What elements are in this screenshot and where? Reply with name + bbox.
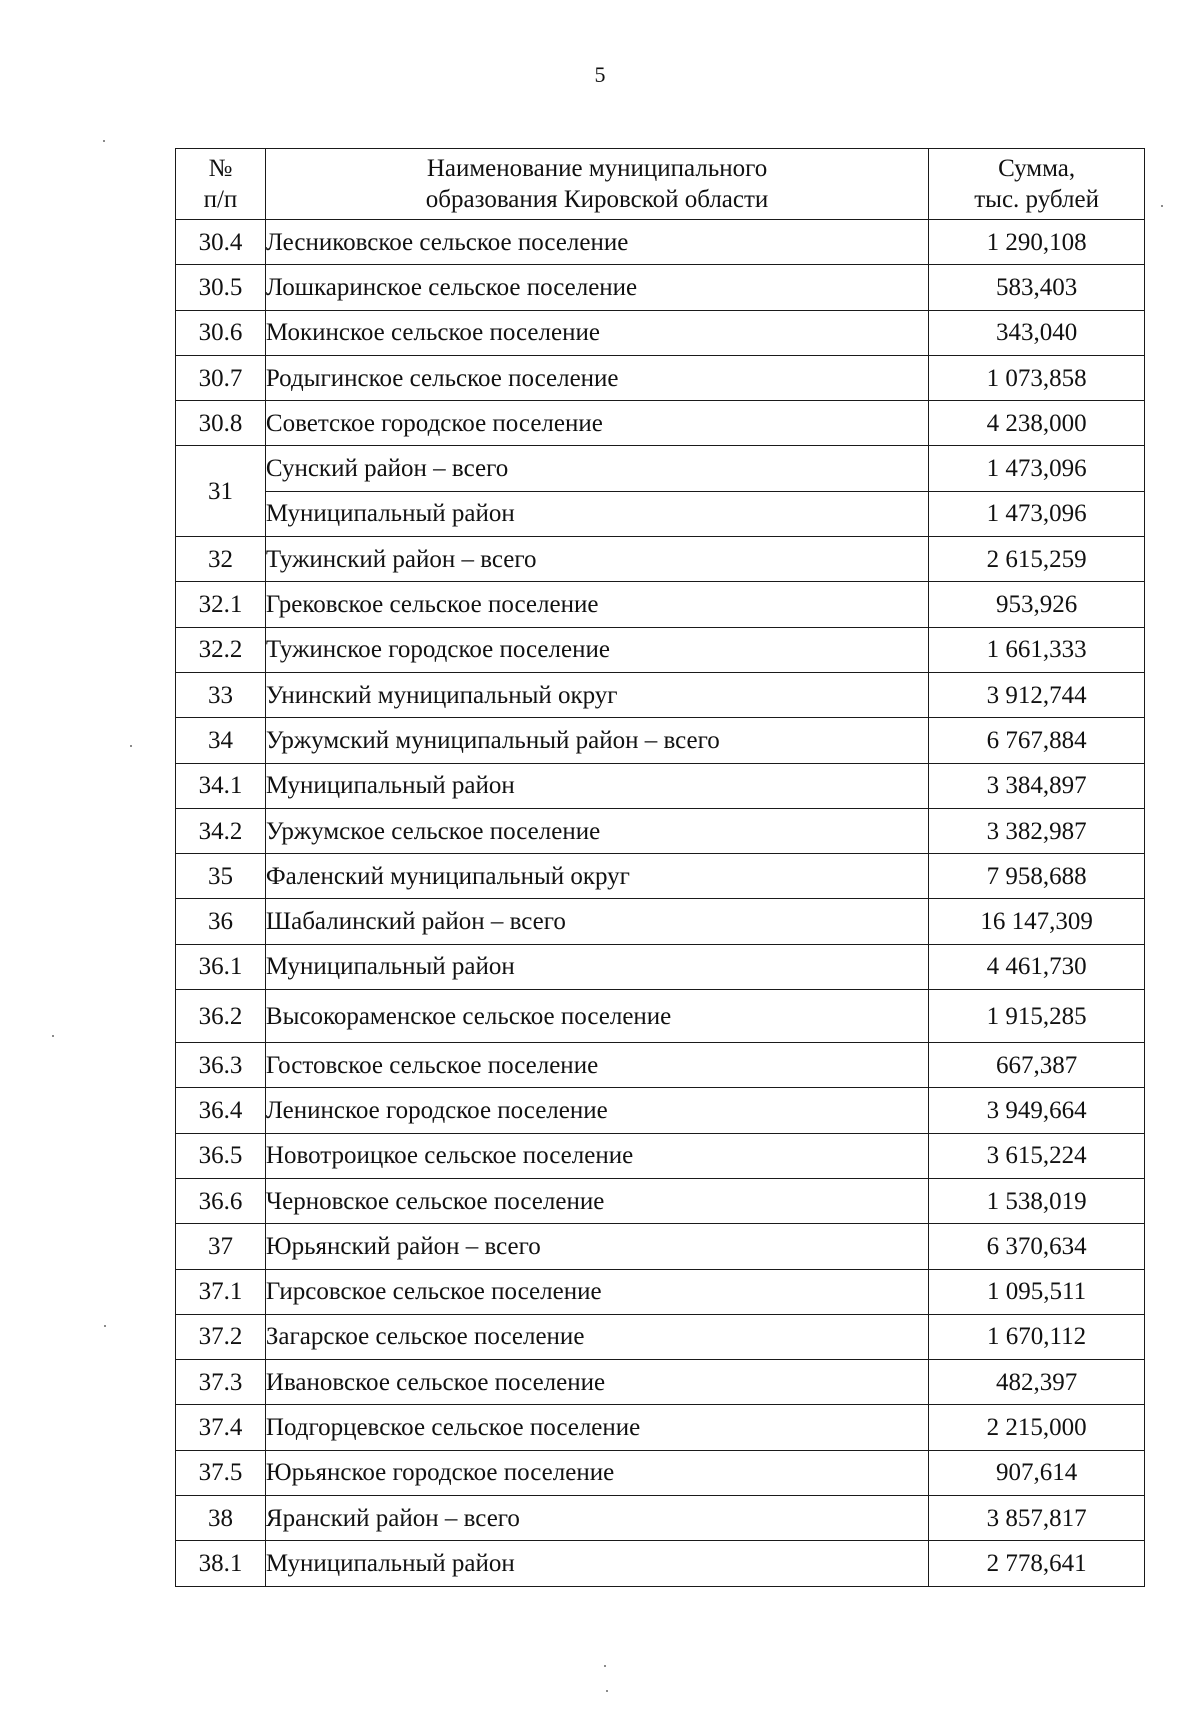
row-number: 30.8 — [176, 401, 266, 446]
row-number: 30.5 — [176, 265, 266, 310]
row-number: 37.1 — [176, 1269, 266, 1314]
row-sum: 1 670,112 — [929, 1314, 1145, 1359]
row-sum: 1 661,333 — [929, 627, 1145, 672]
row-sum: 2 215,000 — [929, 1405, 1145, 1450]
row-number: 30.4 — [176, 220, 266, 265]
row-name: Муниципальный район — [265, 763, 928, 808]
row-name: Грековское сельское поселение — [265, 582, 928, 627]
row-number: 37.3 — [176, 1360, 266, 1405]
row-sum: 16 147,309 — [929, 899, 1145, 944]
row-sum: 1 915,285 — [929, 990, 1145, 1043]
row-sum: 4 238,000 — [929, 401, 1145, 446]
table-row — [176, 672, 1145, 717]
table-header-row — [176, 149, 1145, 220]
table-row — [176, 990, 1145, 1043]
row-number: 37.4 — [176, 1405, 266, 1450]
row-name: Сунский район – всего — [265, 446, 928, 491]
row-sum: 1 290,108 — [929, 220, 1145, 265]
table-row — [176, 1360, 1145, 1405]
table-row — [176, 1133, 1145, 1178]
table-row — [176, 1450, 1145, 1495]
scan-speck — [104, 1325, 106, 1327]
scan-speck — [103, 140, 105, 142]
table-row — [176, 401, 1145, 446]
page-number: 5 — [594, 62, 606, 87]
row-name: Шабалинский район – всего — [265, 899, 928, 944]
row-sum: 2 615,259 — [929, 537, 1145, 582]
budget-table — [175, 148, 1145, 1587]
table-row — [176, 355, 1145, 400]
row-name: Ивановское сельское поселение — [265, 1360, 928, 1405]
row-name: Юрьянский район – всего — [265, 1224, 928, 1269]
scan-speck — [1161, 205, 1163, 207]
table-row — [176, 220, 1145, 265]
row-sum: 3 384,897 — [929, 763, 1145, 808]
scan-speck — [604, 1665, 606, 1667]
table-row — [176, 582, 1145, 627]
row-name: Фаленский муниципальный округ — [265, 854, 928, 899]
row-number: 35 — [176, 854, 266, 899]
row-sum: 3 615,224 — [929, 1133, 1145, 1178]
row-sum: 343,040 — [929, 310, 1145, 355]
row-name: Тужинское городское поселение — [265, 627, 928, 672]
row-name: Советское городское поселение — [265, 401, 928, 446]
row-sum: 3 912,744 — [929, 672, 1145, 717]
table-row — [176, 1496, 1145, 1541]
row-number: 33 — [176, 672, 266, 717]
row-name: Новотроицкое сельское поселение — [265, 1133, 928, 1178]
row-number: 38 — [176, 1496, 266, 1541]
table-row — [176, 808, 1145, 853]
table-row — [176, 1088, 1145, 1133]
row-number: 37 — [176, 1224, 266, 1269]
table-row — [176, 1224, 1145, 1269]
table-row — [176, 1314, 1145, 1359]
row-name: Уржумское сельское поселение — [265, 808, 928, 853]
row-sum: 6 370,634 — [929, 1224, 1145, 1269]
row-sum: 1 473,096 — [929, 491, 1145, 536]
row-sum: 907,614 — [929, 1450, 1145, 1495]
row-sum: 2 778,641 — [929, 1541, 1145, 1586]
row-sum: 4 461,730 — [929, 944, 1145, 989]
table-row — [176, 899, 1145, 944]
header-name: Наименование муниципального образования Кировской области — [265, 149, 928, 220]
table-row — [176, 1405, 1145, 1450]
table-row — [176, 1541, 1145, 1586]
table-row — [176, 944, 1145, 989]
row-sum: 6 767,884 — [929, 718, 1145, 763]
row-name: Ленинское городское поселение — [265, 1088, 928, 1133]
row-number: 34.2 — [176, 808, 266, 853]
header-num: № п/п — [176, 149, 266, 220]
row-number: 30.7 — [176, 355, 266, 400]
table-row — [176, 1269, 1145, 1314]
table-row — [176, 763, 1145, 808]
scan-speck — [606, 1690, 608, 1692]
table-row — [176, 265, 1145, 310]
row-sum: 667,387 — [929, 1043, 1145, 1088]
table-row — [176, 1178, 1145, 1223]
row-number: 36.3 — [176, 1043, 266, 1088]
table-row — [176, 446, 1145, 491]
row-name: Муниципальный район — [265, 491, 928, 536]
row-name: Гостовское сельское поселение — [265, 1043, 928, 1088]
row-sum: 1 073,858 — [929, 355, 1145, 400]
row-number: 38.1 — [176, 1541, 266, 1586]
row-sum: 1 095,511 — [929, 1269, 1145, 1314]
row-sum: 1 538,019 — [929, 1178, 1145, 1223]
row-number: 34.1 — [176, 763, 266, 808]
table-row — [176, 627, 1145, 672]
row-name: Черновское сельское поселение — [265, 1178, 928, 1223]
row-sum: 7 958,688 — [929, 854, 1145, 899]
row-number: 30.6 — [176, 310, 266, 355]
table-row — [176, 310, 1145, 355]
row-name: Подгорцевское сельское поселение — [265, 1405, 928, 1450]
row-name: Лошкаринское сельское поселение — [265, 265, 928, 310]
row-number: 31 — [176, 446, 266, 537]
scan-speck — [130, 745, 132, 747]
row-sum: 482,397 — [929, 1360, 1145, 1405]
row-sum: 1 473,096 — [929, 446, 1145, 491]
row-number: 32.2 — [176, 627, 266, 672]
table-row — [176, 854, 1145, 899]
table-row — [176, 491, 1145, 536]
row-number: 37.5 — [176, 1450, 266, 1495]
row-sum: 3 382,987 — [929, 808, 1145, 853]
row-name: Мокинское сельское поселение — [265, 310, 928, 355]
row-number: 36.4 — [176, 1088, 266, 1133]
row-name: Юрьянское городское поселение — [265, 1450, 928, 1495]
table-row — [176, 718, 1145, 763]
row-number: 32.1 — [176, 582, 266, 627]
row-name: Яранский район – всего — [265, 1496, 928, 1541]
row-name: Гирсовское сельское поселение — [265, 1269, 928, 1314]
row-name: Унинский муниципальный округ — [265, 672, 928, 717]
scan-speck — [52, 1035, 54, 1037]
row-number: 32 — [176, 537, 266, 582]
row-name: Муниципальный район — [265, 1541, 928, 1586]
row-number: 36.6 — [176, 1178, 266, 1223]
row-number: 36.1 — [176, 944, 266, 989]
row-name: Уржумский муниципальный район – всего — [265, 718, 928, 763]
row-name: Тужинский район – всего — [265, 537, 928, 582]
row-number: 34 — [176, 718, 266, 763]
row-name: Загарское сельское поселение — [265, 1314, 928, 1359]
header-sum: Сумма, тыс. рублей — [929, 149, 1145, 220]
row-sum: 953,926 — [929, 582, 1145, 627]
row-number: 36.5 — [176, 1133, 266, 1178]
row-sum: 3 857,817 — [929, 1496, 1145, 1541]
row-name: Родыгинское сельское поселение — [265, 355, 928, 400]
table-row — [176, 537, 1145, 582]
row-name: Лесниковское сельское поселение — [265, 220, 928, 265]
row-number: 36 — [176, 899, 266, 944]
row-number: 37.2 — [176, 1314, 266, 1359]
row-name: Высокораменское сельское поселение — [265, 990, 928, 1043]
table-row — [176, 1043, 1145, 1088]
row-sum: 3 949,664 — [929, 1088, 1145, 1133]
row-number: 36.2 — [176, 990, 266, 1043]
table-body — [176, 220, 1145, 1587]
row-name: Муниципальный район — [265, 944, 928, 989]
row-sum: 583,403 — [929, 265, 1145, 310]
